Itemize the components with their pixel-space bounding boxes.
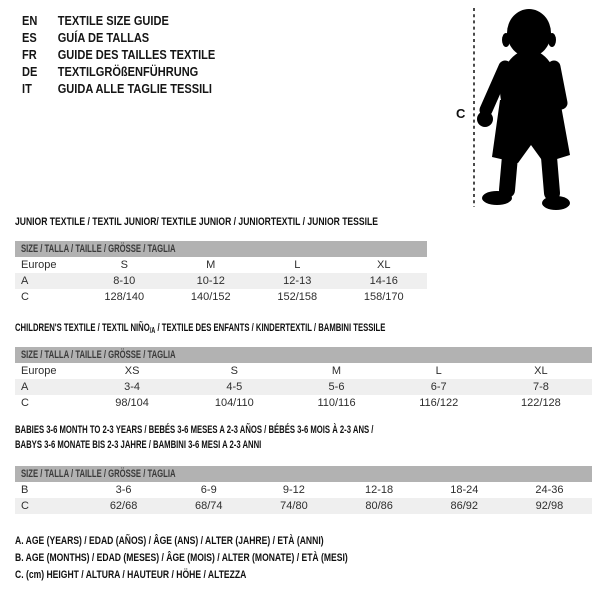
- language-row: [22, 63, 215, 80]
- language-label: TEXTILGRÖßENFÜHRUNG: [57, 64, 199, 79]
- size-cell: 12-13: [283, 275, 312, 287]
- size-cell: 24-36: [535, 484, 564, 496]
- size-cell: 128/140: [104, 291, 145, 303]
- size-cell: 140/152: [190, 291, 231, 303]
- junior-size-table: [15, 241, 427, 305]
- language-code: ES: [22, 30, 37, 45]
- language-code: DE: [22, 64, 38, 79]
- row-label: C: [21, 397, 29, 409]
- language-label: TEXTILE SIZE GUIDE: [57, 13, 169, 28]
- table-header: SIZE / TALLA / TAILLE / GRÖSSE / TAGLIA: [15, 466, 592, 482]
- language-row: [22, 12, 215, 29]
- language-header: [22, 12, 215, 97]
- table-row-europe: [15, 363, 592, 379]
- size-cell: L: [435, 365, 442, 377]
- size-cell: 68/74: [194, 500, 223, 512]
- table-row-age: [15, 379, 592, 395]
- language-code: EN: [22, 13, 38, 28]
- size-cell: 9-12: [282, 484, 305, 496]
- size-cell: 152/158: [277, 291, 318, 303]
- section-title-children: CHILDREN'S TEXTILE / TEXTIL NIÑO/A / TEXTILE DES ENFANTS / KINDERTEXTIL / BAMBINI TESSILE: [15, 322, 386, 335]
- language-label: GUIDA ALLE TAGLIE TESSILI: [57, 81, 213, 96]
- section-title-junior: JUNIOR TEXTILE / TEXTIL JUNIOR/ TEXTILE JUNIOR / JUNIORTEXTIL / JUNIOR TESSILE: [15, 216, 378, 228]
- size-cell: 12-18: [365, 484, 394, 496]
- size-cell: 98/104: [115, 397, 149, 409]
- size-cell: S: [230, 365, 238, 377]
- language-code: FR: [22, 47, 37, 62]
- language-row: [22, 29, 215, 46]
- table-row-europe: [15, 257, 427, 273]
- size-cell: M: [206, 259, 216, 271]
- row-label: C: [21, 500, 29, 512]
- table-row-height: [15, 395, 592, 411]
- size-cell: 158/170: [363, 291, 404, 303]
- size-cell: 116/122: [419, 397, 459, 409]
- size-cell: 86/92: [450, 500, 479, 512]
- babies-size-table: [15, 466, 592, 514]
- size-figure: [450, 5, 580, 211]
- size-cell: 10-12: [196, 275, 225, 287]
- note-height-cm: C. (cm) HEIGHT / ALTURA / HAUTEUR / HÖHE / ALTEZZA: [15, 569, 247, 581]
- table-row-height: [15, 289, 427, 305]
- size-cell: 62/68: [109, 500, 138, 512]
- size-cell: XS: [124, 365, 140, 377]
- table-row-height: [15, 498, 592, 514]
- note-age-months: B. AGE (MONTHS) / EDAD (MESES) / ÂGE (MOIS) / ALTER (MONATE) / ETÀ (MESI): [15, 552, 348, 564]
- row-label: A: [21, 275, 29, 287]
- size-cell: 110/116: [317, 397, 356, 409]
- size-cell: 3-6: [115, 484, 132, 496]
- size-cell: S: [120, 259, 128, 271]
- baby-silhouette-icon: [477, 9, 570, 210]
- size-cell: XL: [534, 365, 548, 377]
- size-cell: M: [331, 365, 342, 377]
- children-size-table: [15, 347, 592, 411]
- row-label: B: [21, 484, 29, 496]
- size-cell: 104/110: [214, 397, 254, 409]
- size-cell: 80/86: [365, 500, 393, 512]
- table-row-months: [15, 482, 592, 498]
- size-cell: 14-16: [369, 275, 398, 287]
- language-label: GUÍA DE TALLAS: [57, 30, 150, 45]
- size-cell: 4-5: [226, 381, 243, 393]
- size-cell: 92/98: [535, 500, 564, 512]
- row-label: Europe: [21, 365, 57, 377]
- row-label: A: [21, 381, 29, 393]
- size-cell: 74/80: [280, 500, 308, 512]
- size-cell: 7-8: [532, 381, 549, 393]
- language-row: [22, 80, 215, 97]
- size-cell: 8-10: [113, 275, 136, 287]
- note-age-years: A. AGE (YEARS) / EDAD (AÑOS) / ÂGE (ANS) / ALTER (JAHRE) / ETÀ (ANNI): [15, 535, 324, 547]
- language-label: GUIDE DES TAILLES TEXTILE: [57, 47, 216, 62]
- row-label: Europe: [21, 259, 57, 271]
- size-cell: 5-6: [328, 381, 345, 393]
- size-cell: 6-9: [200, 484, 217, 496]
- size-cell: 18-24: [450, 484, 479, 496]
- size-cell: 6-7: [430, 381, 447, 393]
- language-code: IT: [22, 81, 32, 96]
- section-title-babies: BABIES 3-6 MONTH TO 2-3 YEARS / BEBÉS 3-6 MESES A 2-3 AÑOS / BÉBÉS 3-6 MOIS À 2-3 ANS / BABYS 3-6 MONATE BIS 2-3 JAHRE / BAMBINI 3-6 MESI A 2-3 ANNI: [15, 424, 374, 451]
- size-cell: XL: [377, 259, 391, 271]
- language-row: [22, 46, 215, 63]
- size-cell: 3-4: [124, 381, 141, 393]
- row-label: C: [21, 291, 29, 303]
- size-cell: 122/128: [521, 397, 561, 409]
- size-cell: L: [294, 259, 301, 271]
- table-header: SIZE / TALLA / TAILLE / GRÖSSE / TAGLIA: [15, 347, 592, 363]
- table-header: SIZE / TALLA / TAILLE / GRÖSSE / TAGLIA: [15, 241, 427, 257]
- table-row-age: [15, 273, 427, 289]
- height-measure-label: C: [456, 106, 466, 121]
- legend-notes: [15, 533, 442, 584]
